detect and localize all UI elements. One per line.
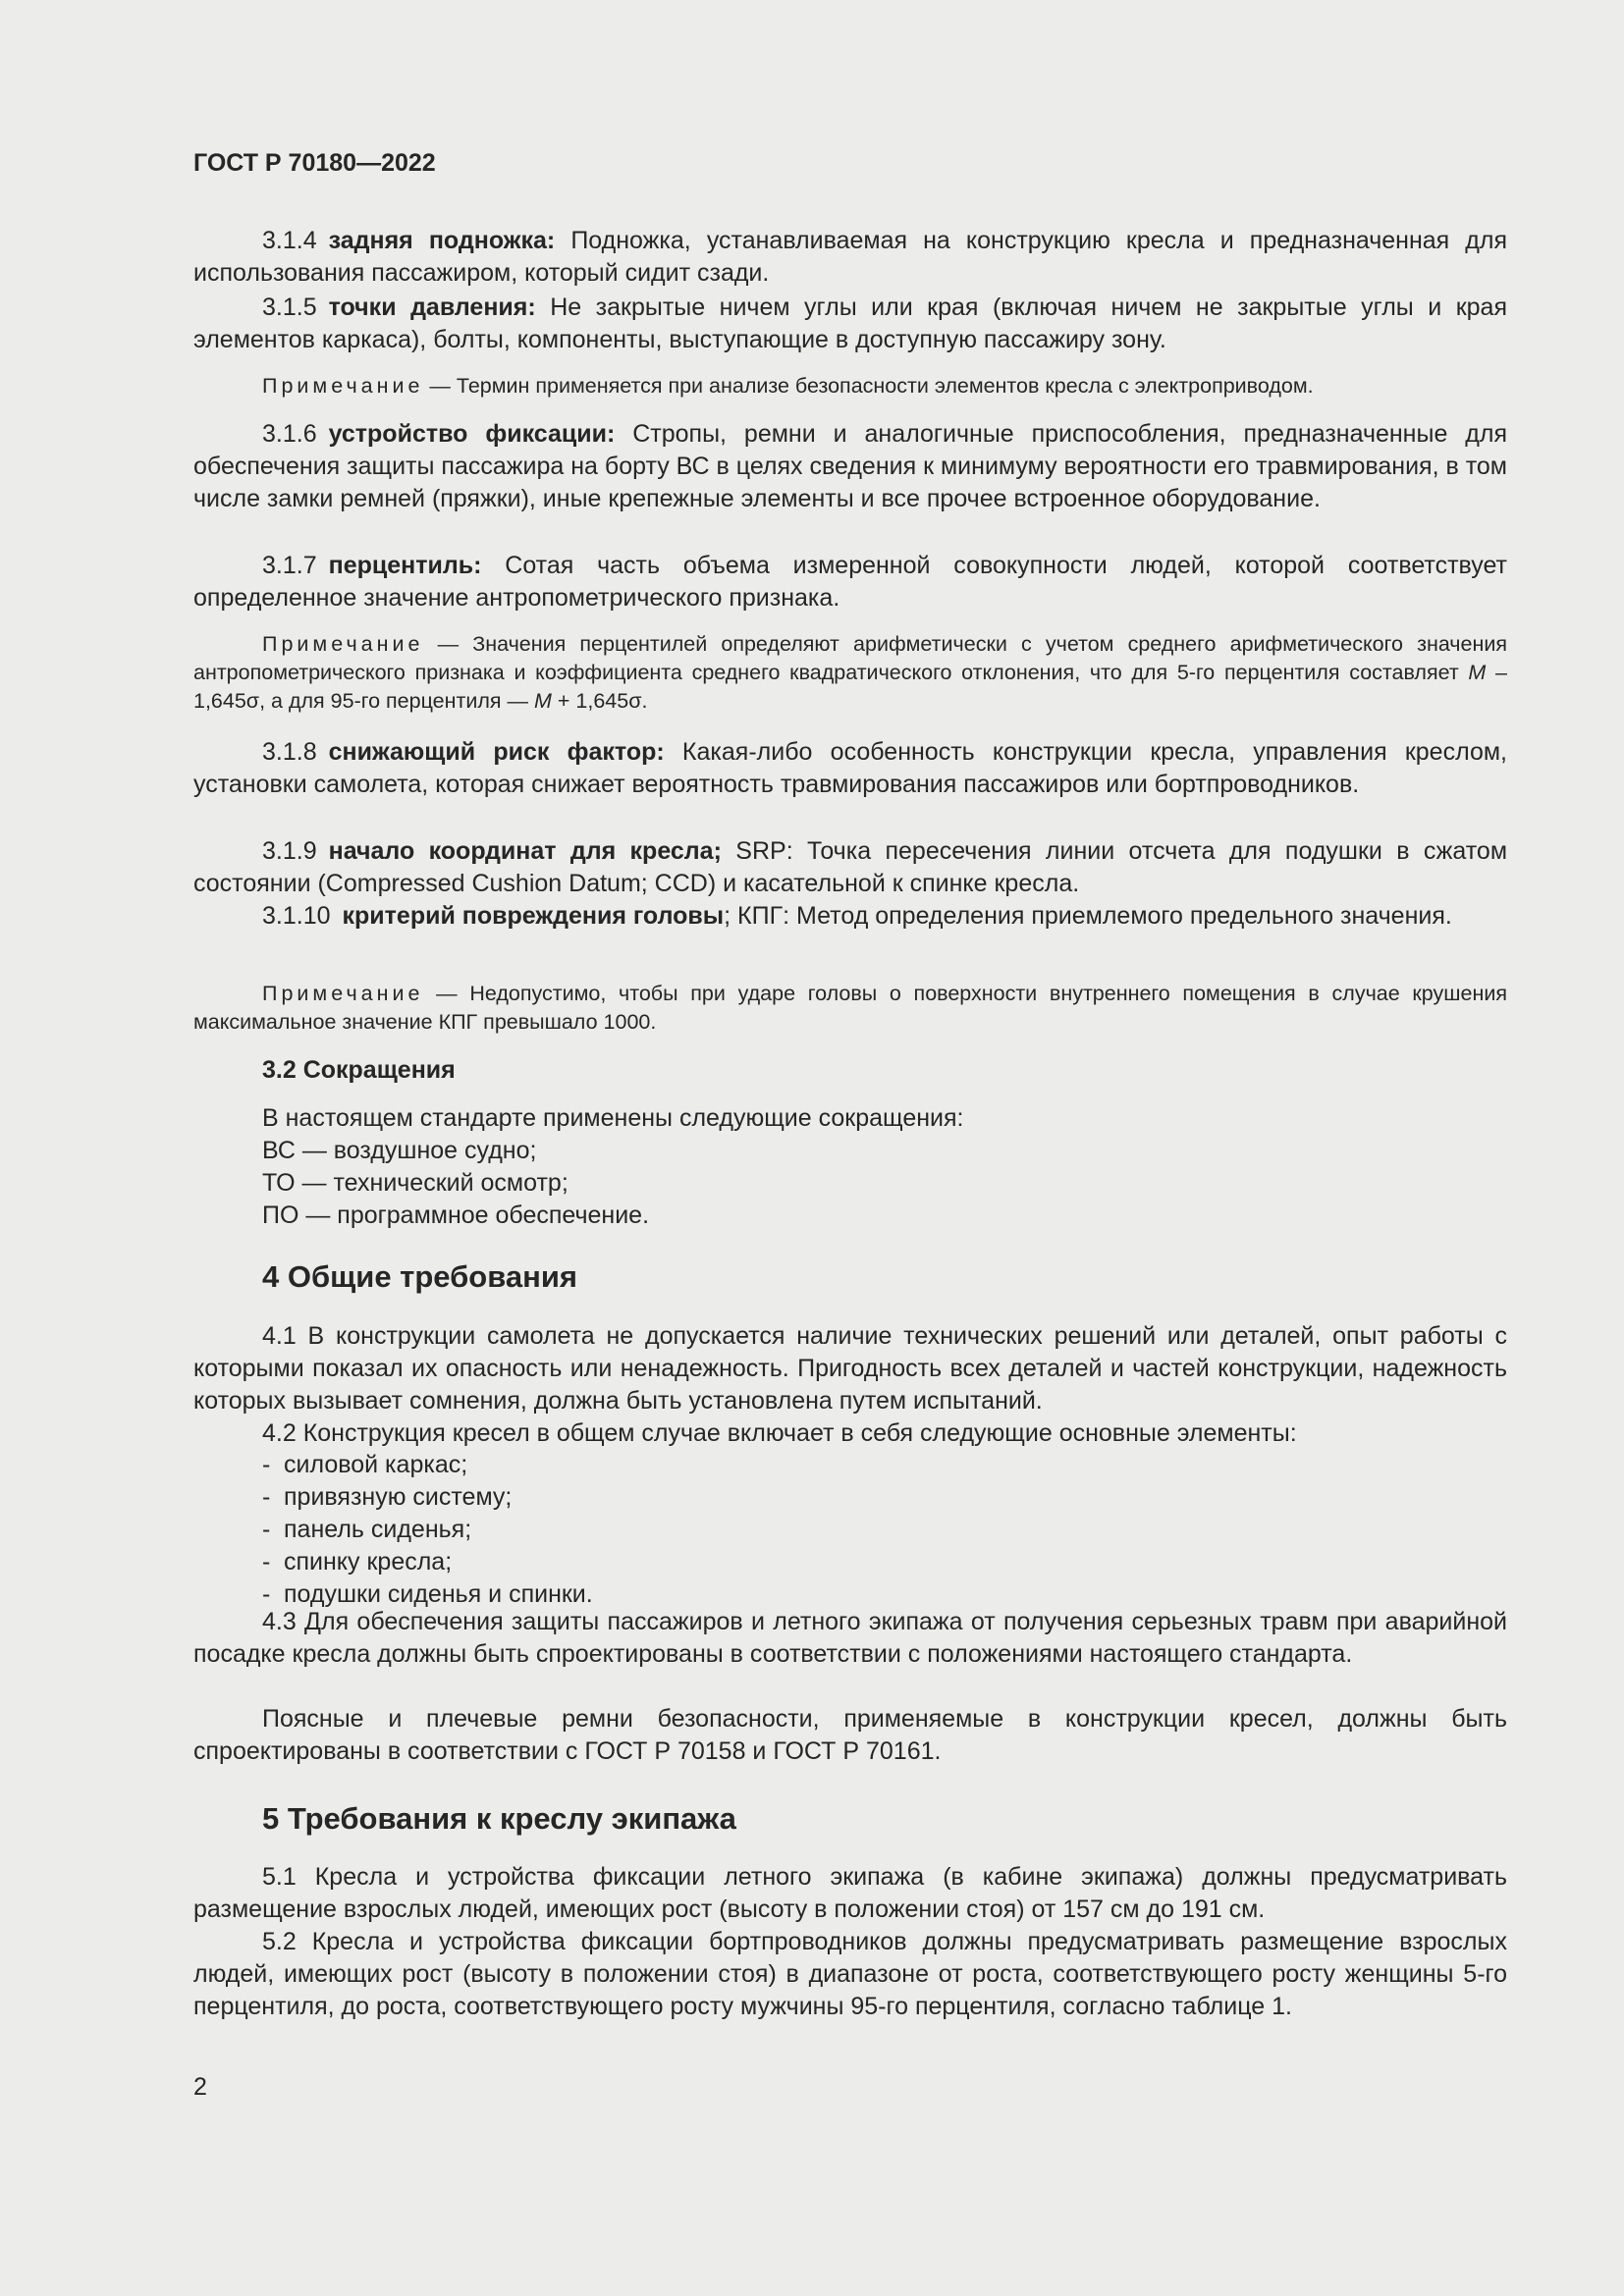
clause-3-1-8: 3.1.8 снижающий риск фактор: Какая-либо особенность конструкции кресла, управления креслом, установки самолета, которая снижает вероятность травмирования пассажиров или бортпроводников.: [193, 738, 1507, 798]
note-1: Примечание — Термин применяется при анализе безопасности элементов кресла с электроприводом.: [262, 374, 1314, 398]
abbreviation-item: ВС — воздушное судно;: [262, 1137, 537, 1164]
clause-3-1-10: 3.1.10 критерий повреждения головы; КПГ: Метод определения приемлемого предельного значения.: [262, 902, 1452, 930]
clause-3-1-9: 3.1.9 начало координат для кресла; SRP: Точка пересечения линии отсчета для подушки в сжатом состоянии (Compressed Cushion Datum; CCD) и касательной к спинке кресла.: [193, 837, 1508, 897]
page-number: 2: [193, 2073, 207, 2101]
section-5-title: 5 Требования к креслу экипажа: [262, 1801, 736, 1836]
clause-3-1-4: 3.1.4 задняя подножка: Подножка, устанавливаемая на конструкцию кресла и предназначенная для использования пассажиром, который сидит сзади.: [193, 227, 1508, 287]
clause-4-3: 4.3 Для обеспечения защиты пассажиров и летного экипажа от получения серьезных травм при аварийной посадке кресла должны быть спроектированы в соответствии с положениями настоящего стандарта.: [193, 1608, 1507, 1668]
section-4-title: 4 Общие требования: [262, 1259, 577, 1294]
list-item: - силовой каркас;: [262, 1451, 468, 1478]
list-item: - спинку кресла;: [262, 1548, 453, 1575]
note-2: Примечание — Значения перцентилей определяют арифметически с учетом среднего арифметического значения антропометрического признака и коэффициента среднего квадратического отклонения, что для 5-го перцентиля составляет M – 1,645σ, а для 95-го перцентиля — M + 1,645σ.: [193, 632, 1508, 713]
abbreviations-intro: В настоящем стандарте применены следующие сокращения:: [262, 1104, 964, 1132]
clause-4-1: 4.1 В конструкции самолета не допускается наличие технических решений или деталей, опыт работы с которыми показал их опасность или ненадежность. Пригодность всех деталей и частей конструкции, надежность которых вызывает сомнения, должна быть установлена путем испытаний.: [193, 1322, 1507, 1415]
abbreviation-item: ТО — технический осмотр;: [262, 1169, 568, 1197]
note-3: Примечание — Недопустимо, чтобы при ударе головы о поверхности внутреннего помещения в случае крушения максимальное значение КПГ превышало 1000.: [193, 982, 1507, 1034]
list-item: - панель сиденья;: [262, 1516, 472, 1543]
clause-5-2: 5.2 Кресла и устройства фиксации бортпроводников должны предусматривать размещение взрослых людей, имеющих рост (высоту в положении стоя) в диапазоне от роста, соответствующего росту женщины 5-го перцентиля, до роста, соответствующего росту мужчины 95-го перцентиля, согласно таблице 1.: [193, 1928, 1507, 2020]
clause-5-1: 5.1 Кресла и устройства фиксации летного экипажа (в кабине экипажа) должны предусматривать размещение взрослых людей, имеющих рост (высоту в положении стоя) от 157 см до 191 см.: [193, 1863, 1507, 1923]
page-header: ГОСТ Р 70180—2022: [193, 149, 436, 177]
clause-3-1-6: 3.1.6 устройство фиксации: Стропы, ремни и аналогичные приспособления, предназначенные для обеспечения защиты пассажира на борту ВС в целях сведения к минимуму вероятности его травмирования, в том числе замки ремней (пряжки), иные крепежные элементы и все прочее встроенное оборудование.: [193, 420, 1507, 512]
elements-list: [193, 1449, 593, 1611]
abbreviation-item: ПО — программное обеспечение.: [262, 1201, 650, 1229]
clause-4-2: 4.2 Конструкция кресел в общем случае включает в себя следующие основные элементы:: [262, 1419, 1297, 1447]
clause-4-3-belts: Поясные и плечевые ремни безопасности, применяемые в конструкции кресел, должны быть спроектированы в соответствии с ГОСТ Р 70158 и ГОСТ Р 70161.: [193, 1705, 1507, 1765]
list-item: - подушки сиденья и спинки.: [262, 1580, 593, 1608]
clause-3-1-5: 3.1.5 точки давления: Не закрытые ничем углы или края (включая ничем не закрытые углы и края элементов каркаса), болты, компоненты, выступающие в доступную пассажиру зону.: [193, 294, 1507, 353]
clause-3-1-7: 3.1.7 перцентиль: Сотая часть объема измеренной совокупности людей, которой соответствует определенное значение антропометрического признака.: [193, 552, 1507, 612]
section-3-2-title: 3.2 Сокращения: [262, 1056, 456, 1084]
list-item: - привязную систему;: [262, 1483, 513, 1511]
abbreviations-block: [193, 1102, 963, 1232]
